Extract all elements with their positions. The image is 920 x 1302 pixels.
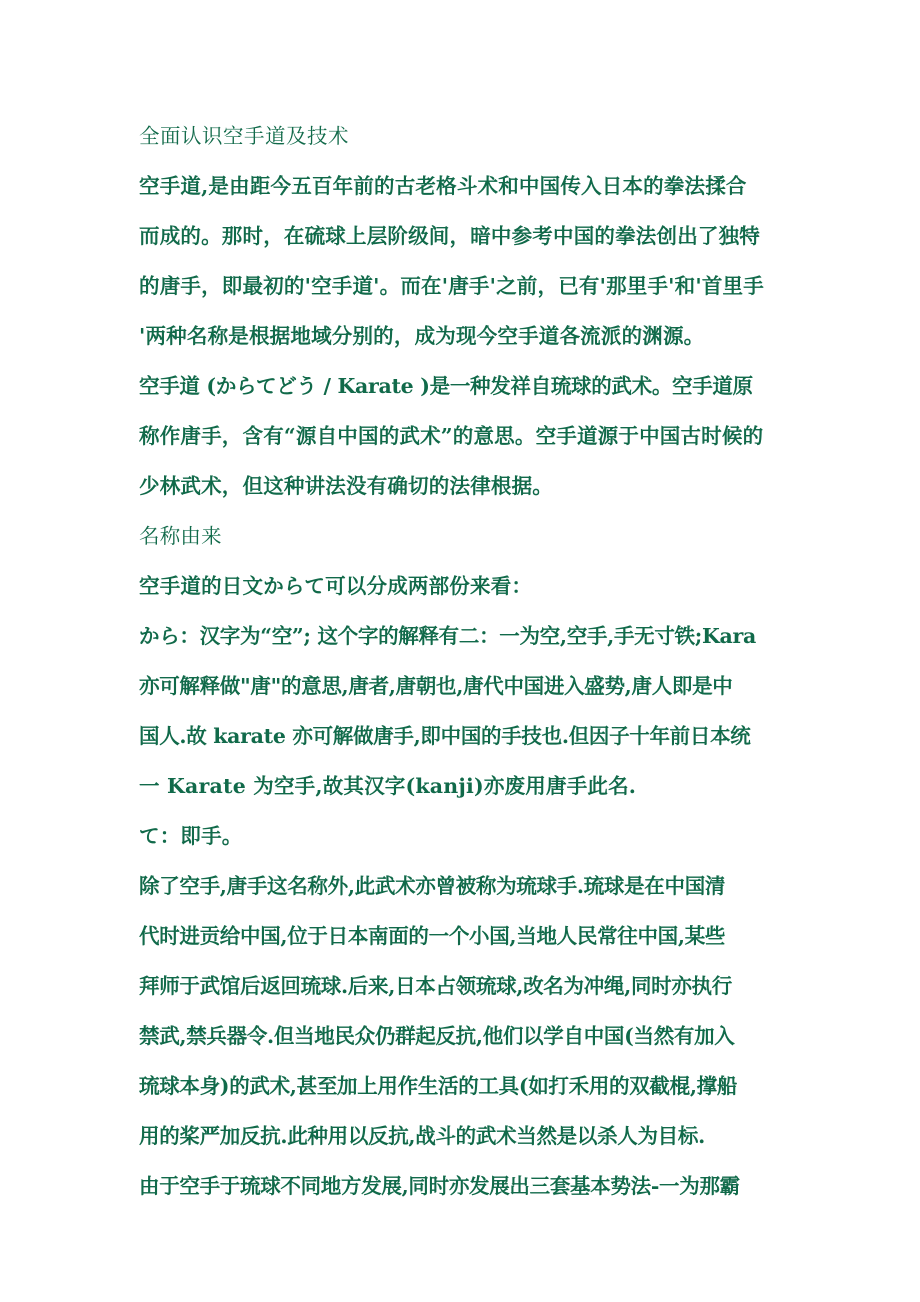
- document-title: 全面认识空手道及技术: [139, 124, 349, 148]
- paragraph-line: 的唐手，即最初的'空手道'。而在'唐手'之前，已有'那里手'和'首里手: [139, 274, 764, 298]
- paragraph-line: 由于空手于琉球不同地方发展,同时亦发展出三套基本势法-一为那霸: [139, 1174, 740, 1198]
- paragraph-line: 用的桨严加反抗.此种用以反抗,战斗的武术当然是以杀人为目标.: [139, 1124, 705, 1148]
- paragraph-line: 空手道 (からてどう / Karate )是一种发祥自琉球的武术。空手道原: [139, 374, 753, 398]
- paragraph-line: 称作唐手，含有“源自中国的武术”的意思。空手道源于中国古时候的: [139, 424, 764, 448]
- section-heading: 名称由来: [139, 524, 222, 548]
- paragraph-line: 拜师于武馆后返回琉球.后来,日本占领琉球,改名为冲绳,同时亦执行: [139, 974, 732, 998]
- paragraph-line: '两种名称是根据地域分别的，成为现今空手道各流派的渊源。: [139, 324, 705, 348]
- paragraph-line: て：即手。: [139, 824, 243, 848]
- paragraph-line: 琉球本身)的武术,甚至加上用作生活的工具(如打禾用的双截棍,撑船: [139, 1074, 738, 1098]
- paragraph-line: 除了空手,唐手这名称外,此武术亦曾被称为琉球手.琉球是在中国清: [139, 874, 726, 898]
- paragraph-line: 少林武术，但这种讲法没有确切的法律根据。: [139, 474, 553, 498]
- paragraph-line: から：汉字为“空”; 这个字的解释有二：一为空,空手,手无寸铁;Kara: [139, 624, 757, 648]
- paragraph-line: 空手道,是由距今五百年前的古老格斗术和中国传入日本的拳法揉合: [139, 174, 747, 198]
- paragraph-line: 国人.故 karate 亦可解做唐手,即中国的手技也.但因子十年前日本统: [139, 724, 751, 748]
- paragraph-line: 一 Karate 为空手,故其汉字(kanji)亦废用唐手此名.: [139, 774, 637, 798]
- paragraph-line: 空手道的日文からて可以分成两部份来看：: [139, 574, 533, 598]
- paragraph-line: 代时进贡给中国,位于日本南面的一个小国,当地人民常往中国,某些: [139, 924, 726, 948]
- document-body: [139, 111, 789, 1211]
- paragraph-line: 亦可解释做"唐"的意思,唐者,唐朝也,唐代中国进入盛势,唐人即是中: [139, 674, 733, 698]
- paragraph-line: 禁武,禁兵器令.但当地民众仍群起反抗,他们以学自中国(当然有加入: [139, 1024, 735, 1048]
- paragraph-line: 而成的。那时，在硫球上层阶级间，暗中参考中国的拳法创出了独特: [139, 224, 760, 248]
